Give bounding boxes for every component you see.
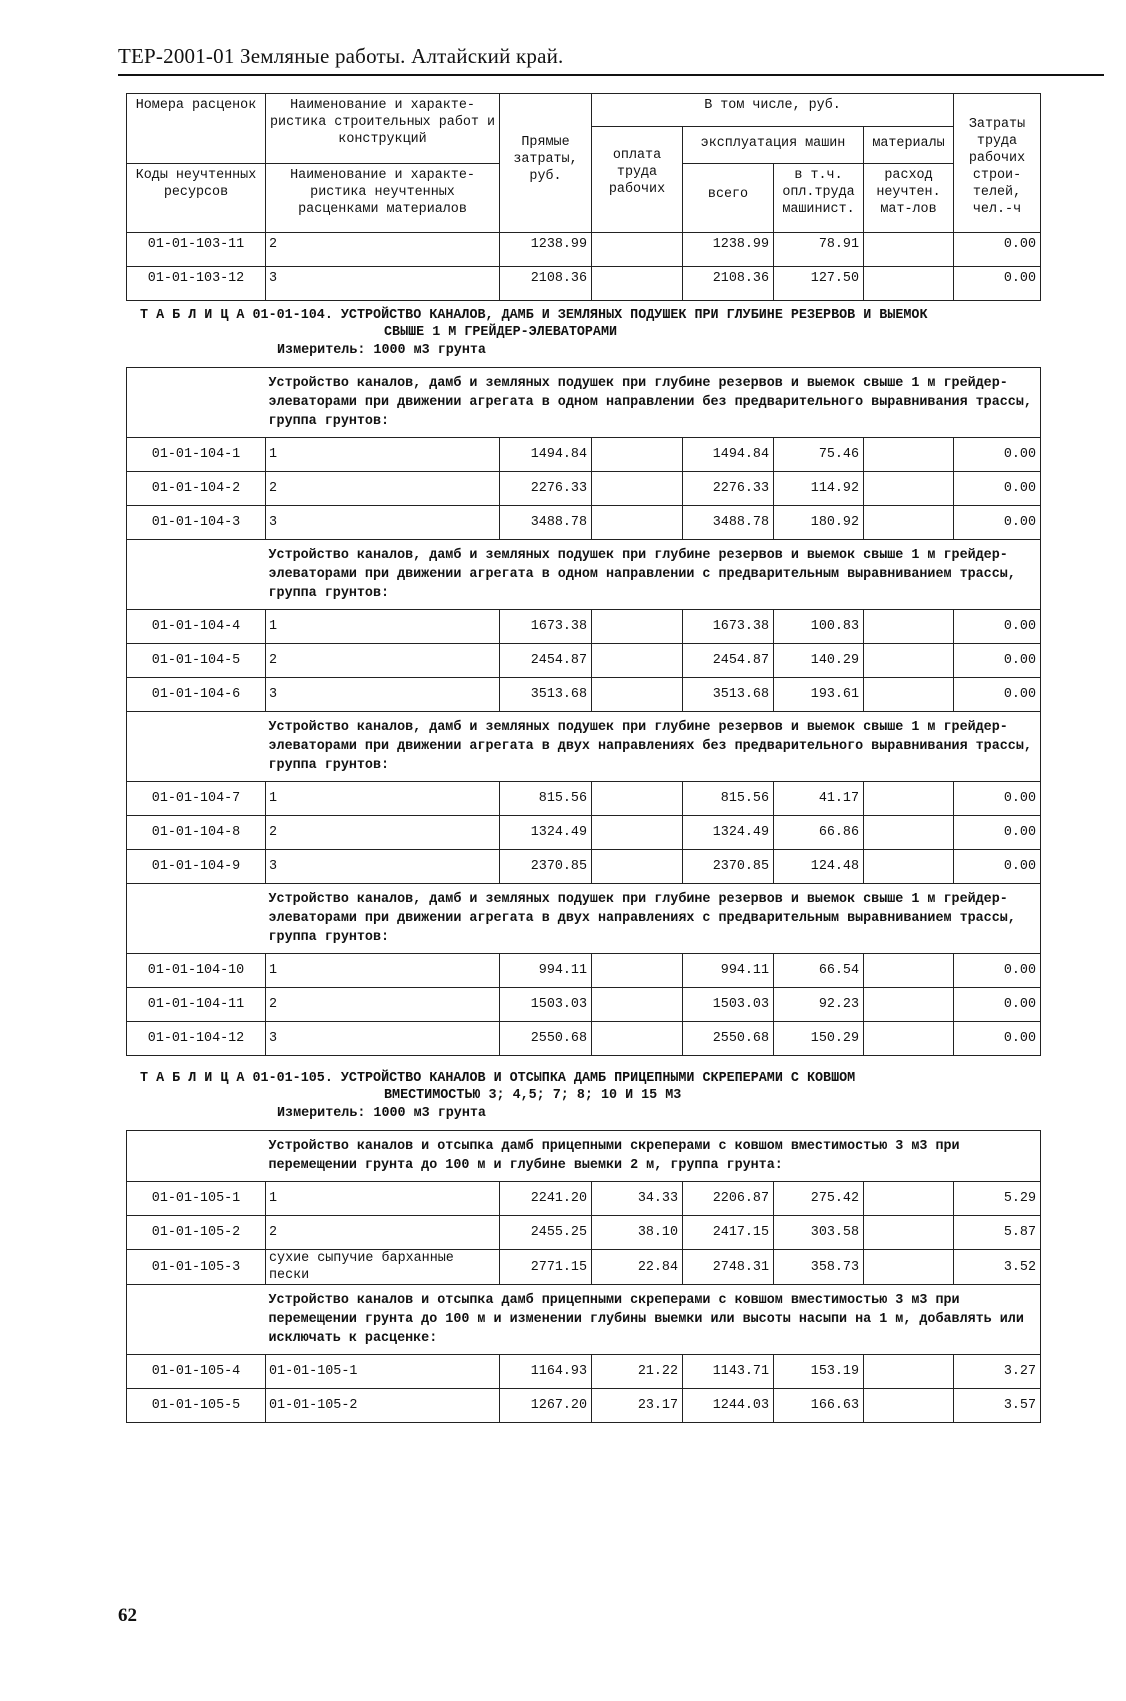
worker-wages-cell <box>592 782 683 816</box>
worker-wages-cell: 21.22 <box>592 1355 683 1389</box>
table-row <box>127 1022 1041 1056</box>
section-title: Устройство каналов, дамб и земляных подушек при глубине резервов и выемок свыше 1 м грейдер-элеваторами при движении агрегата в двух направлениях без предварительного выравнивания трассы, группа грунтов: <box>266 712 1041 782</box>
direct-costs-cell: 2276.33 <box>500 472 592 506</box>
direct-costs-cell: 2771.15 <box>500 1250 592 1285</box>
rate-code-cell: 01-01-105-2 <box>127 1216 266 1250</box>
rate-name-cell: 3 <box>266 678 500 712</box>
table-row <box>127 1389 1041 1423</box>
machinist-wages-cell: 303.58 <box>774 1216 864 1250</box>
direct-costs-cell: 2241.20 <box>500 1182 592 1216</box>
rate-name-cell: 2 <box>266 1216 500 1250</box>
table-row <box>127 816 1041 850</box>
table-row <box>127 1216 1041 1250</box>
col-header-including: В том числе, руб. <box>592 94 954 127</box>
direct-costs-cell: 1503.03 <box>500 988 592 1022</box>
col-header-wages: оплата труда рабочих <box>592 127 683 233</box>
machines-total-cell: 2550.68 <box>683 1022 774 1056</box>
rate-code-cell: 01-01-103-11 <box>127 233 266 267</box>
rate-name-cell: 3 <box>266 506 500 540</box>
rate-name-cell: 1 <box>266 610 500 644</box>
col-header-mat-usage: расход неучтен. мат-лов <box>864 164 954 233</box>
table-104 <box>126 367 1041 1056</box>
machinist-wages-cell: 140.29 <box>774 644 864 678</box>
machines-total-cell: 2108.36 <box>683 267 774 301</box>
worker-wages-cell <box>592 233 683 267</box>
labor-hours-cell: 3.52 <box>954 1250 1041 1285</box>
rate-code-cell: 01-01-105-3 <box>127 1250 266 1285</box>
machinist-wages-cell: 92.23 <box>774 988 864 1022</box>
labor-hours-cell: 0.00 <box>954 438 1041 472</box>
title-rule <box>118 74 1104 76</box>
col-header-machines: эксплуатация машин <box>683 127 864 164</box>
machines-total-cell: 1673.38 <box>683 610 774 644</box>
table-105-caption-cont: ВМЕСТИМОСТЬЮ 3; 4,5; 7; 8; 10 И 15 М3 <box>384 1088 682 1103</box>
worker-wages-cell <box>592 644 683 678</box>
labor-hours-cell: 0.00 <box>954 267 1041 301</box>
table-row <box>127 267 1041 301</box>
section-spacer <box>127 884 266 954</box>
table-104-caption: Т А Б Л И Ц А 01-01-104. УСТРОЙСТВО КАНАЛОВ, ДАМБ И ЗЕМЛЯНЫХ ПОДУШЕК ПРИ ГЛУБИНЕ РЕЗЕРВОВ И ВЫЕМОК <box>140 308 928 323</box>
machines-total-cell: 994.11 <box>683 954 774 988</box>
rate-code-cell: 01-01-104-4 <box>127 610 266 644</box>
worker-wages-cell <box>592 850 683 884</box>
rate-code-cell: 01-01-103-12 <box>127 267 266 301</box>
machines-total-cell: 815.56 <box>683 782 774 816</box>
machines-total-cell: 2206.87 <box>683 1182 774 1216</box>
materials-cell <box>864 438 954 472</box>
labor-hours-cell: 3.57 <box>954 1389 1041 1423</box>
col-header-res-codes: Коды неучтенных ресурсов <box>127 164 266 233</box>
col-header-mach-total: всего <box>683 164 774 233</box>
labor-hours-cell: 3.27 <box>954 1355 1041 1389</box>
machinist-wages-cell: 275.42 <box>774 1182 864 1216</box>
worker-wages-cell <box>592 506 683 540</box>
table-row <box>127 1355 1041 1389</box>
machines-total-cell: 2276.33 <box>683 472 774 506</box>
machinist-wages-cell: 66.54 <box>774 954 864 988</box>
materials-cell <box>864 644 954 678</box>
machines-total-cell: 1238.99 <box>683 233 774 267</box>
table-105 <box>126 1130 1041 1423</box>
table-row <box>127 472 1041 506</box>
machines-total-cell: 3513.68 <box>683 678 774 712</box>
col-header-mach-wages: в т.ч. опл.труда машинист. <box>774 164 864 233</box>
rate-code-cell: 01-01-104-10 <box>127 954 266 988</box>
col-header-direct: Прямые затраты, руб. <box>500 94 592 233</box>
direct-costs-cell: 2108.36 <box>500 267 592 301</box>
materials-cell <box>864 1389 954 1423</box>
table-row <box>127 610 1041 644</box>
materials-cell <box>864 472 954 506</box>
direct-costs-cell: 1267.20 <box>500 1389 592 1423</box>
col-header-name: Наименование и характе-ристика строительных работ и конструкций <box>266 94 500 164</box>
materials-cell <box>864 782 954 816</box>
table-row <box>127 678 1041 712</box>
rate-name-cell: 2 <box>266 644 500 678</box>
rate-code-cell: 01-01-104-6 <box>127 678 266 712</box>
section-row <box>127 1285 1041 1355</box>
labor-hours-cell: 0.00 <box>954 472 1041 506</box>
rate-name-cell: 1 <box>266 782 500 816</box>
section-title: Устройство каналов и отсыпка дамб прицепными скреперами с ковшом вместимостью 3 м3 при перемещении грунта до 100 м и глубине выемки 2 м, группа грунта: <box>266 1131 1041 1182</box>
rate-code-cell: 01-01-104-5 <box>127 644 266 678</box>
materials-cell <box>864 233 954 267</box>
materials-cell <box>864 1022 954 1056</box>
machines-total-cell: 1143.71 <box>683 1355 774 1389</box>
machinist-wages-cell: 66.86 <box>774 816 864 850</box>
rate-name-cell: 2 <box>266 988 500 1022</box>
rate-name-cell: 1 <box>266 954 500 988</box>
machines-total-cell: 3488.78 <box>683 506 774 540</box>
worker-wages-cell: 22.84 <box>592 1250 683 1285</box>
direct-costs-cell: 2455.25 <box>500 1216 592 1250</box>
rate-code-cell: 01-01-105-1 <box>127 1182 266 1216</box>
rate-code-cell: 01-01-104-11 <box>127 988 266 1022</box>
section-row <box>127 712 1041 782</box>
machinist-wages-cell: 78.91 <box>774 233 864 267</box>
machinist-wages-cell: 75.46 <box>774 438 864 472</box>
section-spacer <box>127 1285 266 1355</box>
table-105-caption: Т А Б Л И Ц А 01-01-105. УСТРОЙСТВО КАНАЛОВ И ОТСЫПКА ДАМБ ПРИЦЕПНЫМИ СКРЕПЕРАМИ С КОВШОМ <box>140 1071 856 1086</box>
table-row <box>127 988 1041 1022</box>
header-table <box>126 93 1041 301</box>
direct-costs-cell: 2454.87 <box>500 644 592 678</box>
rate-name-cell: 01-01-105-1 <box>266 1355 500 1389</box>
machinist-wages-cell: 114.92 <box>774 472 864 506</box>
direct-costs-cell: 3488.78 <box>500 506 592 540</box>
section-title: Устройство каналов, дамб и земляных подушек при глубине резервов и выемок свыше 1 м грейдер-элеваторами при движении агрегата в двух направлениях с предварительным выравниванием трассы, группа грунтов: <box>266 884 1041 954</box>
worker-wages-cell: 34.33 <box>592 1182 683 1216</box>
col-header-materials: материалы <box>864 127 954 164</box>
table-104-caption-cont: СВЫШЕ 1 М ГРЕЙДЕР-ЭЛЕВАТОРАМИ <box>384 325 618 340</box>
section-spacer <box>127 540 266 610</box>
section-spacer <box>127 1131 266 1182</box>
materials-cell <box>864 1250 954 1285</box>
machines-total-cell: 1324.49 <box>683 816 774 850</box>
rate-code-cell: 01-01-104-7 <box>127 782 266 816</box>
section-row <box>127 884 1041 954</box>
worker-wages-cell <box>592 1022 683 1056</box>
rate-name-cell: 2 <box>266 472 500 506</box>
materials-cell <box>864 610 954 644</box>
rate-code-cell: 01-01-104-12 <box>127 1022 266 1056</box>
page-title: ТЕР-2001-01 Земляные работы. Алтайский край. <box>118 44 564 68</box>
machinist-wages-cell: 100.83 <box>774 610 864 644</box>
labor-hours-cell: 0.00 <box>954 233 1041 267</box>
col-header-labor: Затраты труда рабочих строи-телей, чел.-ч <box>954 94 1041 233</box>
machinist-wages-cell: 193.61 <box>774 678 864 712</box>
labor-hours-cell: 5.29 <box>954 1182 1041 1216</box>
labor-hours-cell: 5.87 <box>954 1216 1041 1250</box>
rate-name-cell: 1 <box>266 1182 500 1216</box>
direct-costs-cell: 1494.84 <box>500 438 592 472</box>
table-row <box>127 782 1041 816</box>
section-title: Устройство каналов и отсыпка дамб прицепными скреперами с ковшом вместимостью 3 м3 при перемещении грунта до 100 м и изменении глубины выемки или высоты насыпи на 1 м, добавлять или исключать к расценке: <box>266 1285 1041 1355</box>
direct-costs-cell: 1164.93 <box>500 1355 592 1389</box>
table-row <box>127 1250 1041 1285</box>
col-header-res-name: Наименование и характе-ристика неучтенных расценками материалов <box>266 164 500 233</box>
direct-costs-cell: 1324.49 <box>500 816 592 850</box>
machinist-wages-cell: 127.50 <box>774 267 864 301</box>
page-number: 62 <box>118 1605 137 1626</box>
worker-wages-cell <box>592 678 683 712</box>
worker-wages-cell <box>592 610 683 644</box>
labor-hours-cell: 0.00 <box>954 1022 1041 1056</box>
labor-hours-cell: 0.00 <box>954 988 1041 1022</box>
materials-cell <box>864 988 954 1022</box>
machinist-wages-cell: 358.73 <box>774 1250 864 1285</box>
rate-code-cell: 01-01-104-9 <box>127 850 266 884</box>
rate-name-cell: 3 <box>266 1022 500 1056</box>
worker-wages-cell <box>592 954 683 988</box>
materials-cell <box>864 954 954 988</box>
section-spacer <box>127 368 266 438</box>
rate-code-cell: 01-01-104-3 <box>127 506 266 540</box>
table-row <box>127 506 1041 540</box>
rate-name-cell: сухие сыпучие барханные пески <box>266 1250 500 1285</box>
direct-costs-cell: 994.11 <box>500 954 592 988</box>
materials-cell <box>864 678 954 712</box>
materials-cell <box>864 1355 954 1389</box>
rate-code-cell: 01-01-104-8 <box>127 816 266 850</box>
labor-hours-cell: 0.00 <box>954 850 1041 884</box>
section-title: Устройство каналов, дамб и земляных подушек при глубине резервов и выемок свыше 1 м грейдер-элеваторами при движении агрегата в одном направлении без предварительного выравнивания трассы, группа грунтов: <box>266 368 1041 438</box>
direct-costs-cell: 815.56 <box>500 782 592 816</box>
labor-hours-cell: 0.00 <box>954 644 1041 678</box>
worker-wages-cell <box>592 267 683 301</box>
rate-code-cell: 01-01-105-4 <box>127 1355 266 1389</box>
machines-total-cell: 1494.84 <box>683 438 774 472</box>
machinist-wages-cell: 166.63 <box>774 1389 864 1423</box>
machinist-wages-cell: 41.17 <box>774 782 864 816</box>
direct-costs-cell: 3513.68 <box>500 678 592 712</box>
table-row <box>127 644 1041 678</box>
machinist-wages-cell: 153.19 <box>774 1355 864 1389</box>
machinist-wages-cell: 180.92 <box>774 506 864 540</box>
rate-name-cell: 1 <box>266 438 500 472</box>
section-row <box>127 540 1041 610</box>
table-row <box>127 954 1041 988</box>
section-row <box>127 368 1041 438</box>
direct-costs-cell: 2550.68 <box>500 1022 592 1056</box>
rate-code-cell: 01-01-104-2 <box>127 472 266 506</box>
worker-wages-cell <box>592 438 683 472</box>
section-row <box>127 1131 1041 1182</box>
table-row <box>127 438 1041 472</box>
labor-hours-cell: 0.00 <box>954 506 1041 540</box>
machines-total-cell: 1503.03 <box>683 988 774 1022</box>
direct-costs-cell: 1238.99 <box>500 233 592 267</box>
worker-wages-cell: 23.17 <box>592 1389 683 1423</box>
direct-costs-cell: 1673.38 <box>500 610 592 644</box>
rate-name-cell: 2 <box>266 233 500 267</box>
machinist-wages-cell: 124.48 <box>774 850 864 884</box>
materials-cell <box>864 1216 954 1250</box>
section-title: Устройство каналов, дамб и земляных подушек при глубине резервов и выемок свыше 1 м грейдер-элеваторами при движении агрегата в одном направлении с предварительным выравниванием трассы, группа грунтов: <box>266 540 1041 610</box>
materials-cell <box>864 1182 954 1216</box>
rate-name-cell: 3 <box>266 850 500 884</box>
rate-code-cell: 01-01-104-1 <box>127 438 266 472</box>
machines-total-cell: 1244.03 <box>683 1389 774 1423</box>
table-row <box>127 233 1041 267</box>
labor-hours-cell: 0.00 <box>954 678 1041 712</box>
materials-cell <box>864 816 954 850</box>
machines-total-cell: 2748.31 <box>683 1250 774 1285</box>
labor-hours-cell: 0.00 <box>954 782 1041 816</box>
table-104-measure: Измеритель: 1000 м3 грунта <box>277 343 486 358</box>
labor-hours-cell: 0.00 <box>954 610 1041 644</box>
machinist-wages-cell: 150.29 <box>774 1022 864 1056</box>
table-105-measure: Измеритель: 1000 м3 грунта <box>277 1106 486 1121</box>
labor-hours-cell: 0.00 <box>954 816 1041 850</box>
machines-total-cell: 2454.87 <box>683 644 774 678</box>
worker-wages-cell <box>592 988 683 1022</box>
direct-costs-cell: 2370.85 <box>500 850 592 884</box>
col-header-codes: Номера расценок <box>127 94 266 164</box>
rate-name-cell: 2 <box>266 816 500 850</box>
rate-name-cell: 3 <box>266 267 500 301</box>
table-row <box>127 1182 1041 1216</box>
rate-code-cell: 01-01-105-5 <box>127 1389 266 1423</box>
machines-total-cell: 2417.15 <box>683 1216 774 1250</box>
materials-cell <box>864 506 954 540</box>
worker-wages-cell: 38.10 <box>592 1216 683 1250</box>
materials-cell <box>864 267 954 301</box>
rate-name-cell: 01-01-105-2 <box>266 1389 500 1423</box>
materials-cell <box>864 850 954 884</box>
worker-wages-cell <box>592 816 683 850</box>
machines-total-cell: 2370.85 <box>683 850 774 884</box>
section-spacer <box>127 712 266 782</box>
labor-hours-cell: 0.00 <box>954 954 1041 988</box>
table-row <box>127 850 1041 884</box>
worker-wages-cell <box>592 472 683 506</box>
